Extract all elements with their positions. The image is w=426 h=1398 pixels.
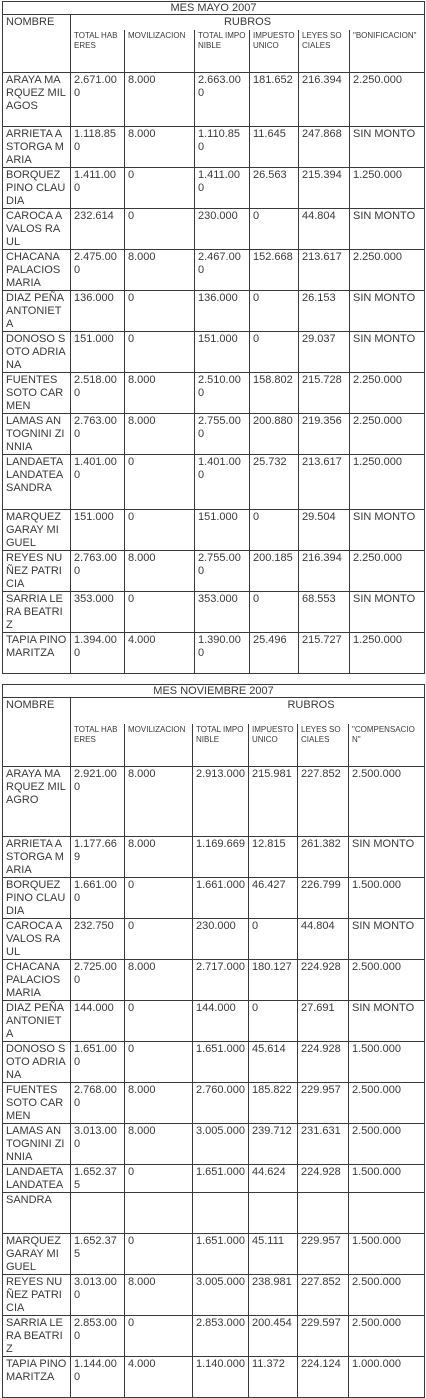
value-cell: 219.356 — [299, 414, 350, 455]
value-cell: 45.111 — [249, 1234, 298, 1275]
value-cell: 2.768.000 — [71, 1083, 125, 1124]
employee-name-cell: DIAZ PEÑA ANTONIETA — [3, 291, 71, 332]
value-cell: 2.755.000 — [195, 551, 250, 592]
value-cell: 2.510.000 — [195, 373, 250, 414]
value-cell: 151.000 — [71, 510, 125, 551]
value-cell — [193, 1193, 249, 1234]
value-cell: 2.475.000 — [71, 250, 125, 291]
value-cell — [125, 1193, 193, 1234]
value-cell: 238.981 — [249, 1275, 298, 1316]
value-cell: SIN MONTO — [350, 332, 425, 373]
value-cell: 44.804 — [299, 209, 350, 250]
value-cell: 4.000 — [125, 1357, 193, 1398]
table-row — [3, 837, 425, 878]
value-cell: 0 — [125, 332, 195, 373]
value-cell: 68.553 — [299, 592, 350, 633]
value-cell: 261.382 — [298, 837, 349, 878]
value-cell: 8.000 — [125, 373, 195, 414]
value-cell: 1.401.000 — [71, 455, 125, 510]
value-cell: 29.037 — [299, 332, 350, 373]
value-cell: 46.427 — [249, 878, 298, 919]
rubros-header: RUBROS — [71, 698, 425, 724]
value-cell — [71, 1193, 125, 1234]
value-cell — [349, 1193, 425, 1234]
table-noviembre-2007 — [2, 684, 425, 1398]
table-row — [3, 455, 425, 510]
table-row — [3, 592, 425, 633]
employee-name-cell: ARRIETA ASTORGA MARIA — [3, 837, 71, 878]
employee-name-cell: MARQUEZ GARAY MIGUEL — [3, 1234, 71, 1275]
value-cell: 215.727 — [299, 633, 350, 674]
value-cell: 1.500.000 — [349, 1165, 425, 1193]
value-cell: 8.000 — [125, 551, 195, 592]
value-cell: 2.760.000 — [193, 1083, 249, 1124]
value-cell: 8.000 — [125, 250, 195, 291]
employee-name-cell: ARRIETA ASTORGA MARIA — [3, 127, 71, 168]
employee-name-cell: LANDAETA LANDATEA SANDRA — [3, 455, 71, 510]
value-cell: 2.500.000 — [349, 1316, 425, 1357]
value-cell: 1.652.375 — [71, 1234, 125, 1275]
value-cell: 0 — [125, 291, 195, 332]
value-cell: 353.000 — [71, 592, 125, 633]
employee-name-cell: DONOSO SOTO ADRIANA — [3, 332, 71, 373]
value-cell: 25.732 — [250, 455, 299, 510]
value-cell: 1.411.000 — [71, 168, 125, 209]
value-cell: 0 — [125, 168, 195, 209]
table-row — [3, 1001, 425, 1042]
employee-name-cell: MARQUEZ GARAY MIGUEL — [3, 510, 71, 551]
value-cell: 2.663.000 — [195, 73, 250, 127]
employee-name-cell: FUENTES SOTO CARMEN — [3, 373, 71, 414]
value-cell: 0 — [249, 1001, 298, 1042]
value-cell: 2.518.000 — [71, 373, 125, 414]
value-cell: 229.957 — [298, 1234, 349, 1275]
employee-name-cell: CAROCA AVALOS RAUL — [3, 209, 71, 250]
value-cell: 25.496 — [250, 633, 299, 674]
value-cell: 3.013.000 — [71, 1275, 125, 1316]
table-body — [3, 2, 425, 674]
value-cell: 26.563 — [250, 168, 299, 209]
value-cell: 0 — [250, 332, 299, 373]
value-cell: 215.981 — [249, 767, 298, 837]
value-cell: 2.853.000 — [71, 1316, 125, 1357]
value-cell: 1.651.000 — [193, 1165, 249, 1193]
value-cell: 11.372 — [249, 1357, 298, 1398]
value-cell: 1.110.850 — [195, 127, 250, 168]
table-row — [3, 510, 425, 551]
value-cell: 3.005.000 — [193, 1275, 249, 1316]
employee-name-cell: TAPIA PINO MARITZA — [3, 1357, 71, 1398]
value-cell: 1.652.375 — [71, 1165, 125, 1193]
value-cell: 200.880 — [250, 414, 299, 455]
value-cell: 8.000 — [125, 1083, 193, 1124]
value-cell: 0 — [125, 209, 195, 250]
value-cell: 181.652 — [250, 73, 299, 127]
employee-name-cell: DONOSO SOTO ADRIANA — [3, 1042, 71, 1083]
nombre-header: NOMBRE — [3, 698, 71, 767]
value-cell: 213.617 — [299, 455, 350, 510]
value-cell: 1.394.000 — [71, 633, 125, 674]
value-cell: 1.144.000 — [71, 1357, 125, 1398]
value-cell: 3.005.000 — [193, 1124, 249, 1165]
value-cell: 29.504 — [299, 510, 350, 551]
value-cell: 1.661.000 — [71, 878, 125, 919]
value-cell: 239.712 — [249, 1124, 298, 1165]
table-row — [3, 127, 425, 168]
employee-name-cell: SANDRA — [3, 1193, 71, 1234]
table-row — [3, 1275, 425, 1316]
value-cell: 200.185 — [250, 551, 299, 592]
value-cell: 152.668 — [250, 250, 299, 291]
value-cell: 1.169.669 — [193, 837, 249, 878]
value-cell: 45.614 — [249, 1042, 298, 1083]
table-row — [3, 1234, 425, 1275]
value-cell: SIN MONTO — [350, 510, 425, 551]
value-cell: SIN MONTO — [349, 1001, 425, 1042]
value-cell: 2.250.000 — [350, 414, 425, 455]
value-cell: 1.118.850 — [71, 127, 125, 168]
value-cell: 226.799 — [298, 878, 349, 919]
employee-name-cell: LANDAETA LANDATEA — [3, 1165, 71, 1193]
value-cell: 2.763.000 — [71, 551, 125, 592]
employee-name-cell: SARRIA LERA BEATRIZ — [3, 1316, 71, 1357]
value-cell: 215.394 — [299, 168, 350, 209]
value-cell: 0 — [250, 510, 299, 551]
value-cell: 2.921.000 — [71, 767, 125, 837]
value-cell: 8.000 — [125, 837, 193, 878]
column-header: LEYES SOCIALES — [299, 30, 350, 73]
value-cell: 8.000 — [125, 73, 195, 127]
value-cell: 180.127 — [249, 960, 298, 1001]
value-cell: 2.755.000 — [195, 414, 250, 455]
value-cell: 2.467.000 — [195, 250, 250, 291]
value-cell: 2.250.000 — [350, 250, 425, 291]
value-cell: SIN MONTO — [349, 837, 425, 878]
table-row — [3, 373, 425, 414]
value-cell: 2.500.000 — [349, 960, 425, 1001]
employee-name-cell: SARRIA LERA BEATRIZ — [3, 592, 71, 633]
value-cell: 26.153 — [299, 291, 350, 332]
value-cell: 2.717.000 — [193, 960, 249, 1001]
value-cell: 1.250.000 — [350, 633, 425, 674]
value-cell: 1.390.000 — [195, 633, 250, 674]
value-cell: SIN MONTO — [350, 209, 425, 250]
table-row — [3, 767, 425, 837]
value-cell: 1.500.000 — [349, 1234, 425, 1275]
column-header: "COMPENSACION" — [349, 724, 425, 767]
table-title: MES MAYO 2007 — [3, 2, 425, 15]
value-cell: 136.000 — [71, 291, 125, 332]
value-cell: 4.000 — [125, 633, 195, 674]
value-cell: 227.852 — [298, 1275, 349, 1316]
table-row — [3, 414, 425, 455]
column-header: TOTAL IMPONIBLE — [193, 724, 249, 767]
value-cell: 11.645 — [250, 127, 299, 168]
value-cell: 2.250.000 — [350, 551, 425, 592]
value-cell: 1.401.000 — [195, 455, 250, 510]
value-cell: 8.000 — [125, 1124, 193, 1165]
value-cell: 215.728 — [299, 373, 350, 414]
value-cell: 224.928 — [298, 1165, 349, 1193]
table-row — [3, 919, 425, 960]
value-cell: 1.651.000 — [193, 1042, 249, 1083]
value-cell: 1.661.000 — [193, 878, 249, 919]
employee-name-cell: REYES NUÑEZ PATRICIA — [3, 1275, 71, 1316]
value-cell: 2.913.000 — [193, 767, 249, 837]
value-cell: 27.691 — [298, 1001, 349, 1042]
value-cell: 230.000 — [193, 919, 249, 960]
value-cell: 224.928 — [298, 1042, 349, 1083]
table-row — [3, 633, 425, 674]
table-mayo-2007 — [2, 1, 425, 674]
value-cell — [298, 1193, 349, 1234]
value-cell: 8.000 — [125, 127, 195, 168]
value-cell: 0 — [250, 209, 299, 250]
value-cell: 2.500.000 — [349, 1124, 425, 1165]
value-cell: 144.000 — [193, 1001, 249, 1042]
value-cell: 224.124 — [298, 1357, 349, 1398]
value-cell: 224.928 — [298, 960, 349, 1001]
value-cell: 0 — [125, 510, 195, 551]
table-row — [3, 168, 425, 209]
employee-name-cell: LAMAS ANTOGNINI ZINNIA — [3, 1124, 71, 1165]
value-cell: 185.822 — [249, 1083, 298, 1124]
value-cell: 2.250.000 — [350, 73, 425, 127]
table-row — [3, 250, 425, 291]
value-cell: 0 — [249, 919, 298, 960]
table-body — [3, 685, 425, 1398]
table-row — [3, 209, 425, 250]
value-cell: 227.852 — [298, 767, 349, 837]
value-cell: 8.000 — [125, 960, 193, 1001]
value-cell: 0 — [125, 1316, 193, 1357]
employee-name-cell: FUENTES SOTO CARMEN — [3, 1083, 71, 1124]
value-cell: 0 — [125, 1234, 193, 1275]
employee-name-cell: LAMAS ANTOGNINI ZINNIA — [3, 414, 71, 455]
table-row — [3, 332, 425, 373]
value-cell: 1.250.000 — [350, 455, 425, 510]
value-cell: 1.250.000 — [350, 168, 425, 209]
value-cell — [249, 1193, 298, 1234]
employee-name-cell: REYES NUÑEZ PATRICIA — [3, 551, 71, 592]
value-cell: SIN MONTO — [350, 127, 425, 168]
value-cell: 353.000 — [195, 592, 250, 633]
value-cell: 1.651.000 — [71, 1042, 125, 1083]
value-cell: 247.868 — [299, 127, 350, 168]
value-cell: 2.725.000 — [71, 960, 125, 1001]
value-cell: 0 — [125, 1001, 193, 1042]
table-row — [3, 960, 425, 1001]
value-cell: 144.000 — [71, 1001, 125, 1042]
table-row — [3, 1357, 425, 1398]
column-header: LEYES SOCIALES — [298, 724, 349, 767]
value-cell: 0 — [125, 919, 193, 960]
value-cell: 151.000 — [195, 510, 250, 551]
value-cell: 1.177.669 — [71, 837, 125, 878]
value-cell: 8.000 — [125, 414, 195, 455]
employee-name-cell: BORQUEZ PINO CLAUDIA — [3, 878, 71, 919]
employee-name-cell: CHACANA PALACIOS MARIA — [3, 960, 71, 1001]
table-row — [3, 1193, 425, 1234]
value-cell: 232.614 — [71, 209, 125, 250]
value-cell: 158.802 — [250, 373, 299, 414]
value-cell: 231.631 — [298, 1124, 349, 1165]
table-row — [3, 1124, 425, 1165]
employee-name-cell: ARAYA MARQUEZ MILAGOS — [3, 73, 71, 127]
value-cell: 216.394 — [299, 73, 350, 127]
value-cell: 1.500.000 — [349, 1042, 425, 1083]
table-row — [3, 1042, 425, 1083]
value-cell: 230.000 — [195, 209, 250, 250]
value-cell: 12.815 — [249, 837, 298, 878]
value-cell: 1.411.000 — [195, 168, 250, 209]
employee-name-cell: DIAZ PEÑA ANTONIETA — [3, 1001, 71, 1042]
table-row — [3, 1083, 425, 1124]
value-cell: 2.500.000 — [349, 767, 425, 837]
value-cell: 1.651.000 — [193, 1234, 249, 1275]
value-cell: 151.000 — [195, 332, 250, 373]
value-cell: 44.804 — [298, 919, 349, 960]
value-cell: 44.624 — [249, 1165, 298, 1193]
value-cell: 213.617 — [299, 250, 350, 291]
employee-name-cell: CHACANA PALACIOS MARIA — [3, 250, 71, 291]
employee-name-cell: BORQUEZ PINO CLAUDIA — [3, 168, 71, 209]
column-header: TOTAL HABERES — [71, 724, 125, 767]
column-header: MOVILIZACION — [125, 724, 193, 767]
value-cell: SIN MONTO — [350, 592, 425, 633]
table-row — [3, 291, 425, 332]
column-header: IMPUESTO UNICO — [249, 724, 298, 767]
column-header: MOVILIZACION — [125, 30, 195, 73]
nombre-header: NOMBRE — [3, 15, 71, 73]
value-cell: 2.500.000 — [349, 1083, 425, 1124]
employee-name-cell: ARAYA MARQUEZ MILAGRO — [3, 767, 71, 837]
value-cell: 0 — [125, 592, 195, 633]
value-cell: 3.013.000 — [71, 1124, 125, 1165]
value-cell: 0 — [250, 291, 299, 332]
value-cell: 2.853.000 — [193, 1316, 249, 1357]
employee-name-cell: CAROCA AVALOS RAUL — [3, 919, 71, 960]
value-cell: 151.000 — [71, 332, 125, 373]
value-cell: 8.000 — [125, 767, 193, 837]
table-row — [3, 878, 425, 919]
value-cell: 232.750 — [71, 919, 125, 960]
value-cell: 0 — [125, 1165, 193, 1193]
rubros-header: RUBROS — [71, 15, 425, 30]
value-cell: 0 — [125, 455, 195, 510]
column-header: TOTAL HABERES — [71, 30, 125, 73]
table-row — [3, 73, 425, 127]
value-cell: 8.000 — [125, 1275, 193, 1316]
value-cell: 1.000.000 — [349, 1357, 425, 1398]
value-cell: 229.957 — [298, 1083, 349, 1124]
value-cell: 229.597 — [298, 1316, 349, 1357]
value-cell: 0 — [125, 878, 193, 919]
column-header: "BONIFICACION" — [350, 30, 425, 73]
value-cell: 1.500.000 — [349, 878, 425, 919]
value-cell: SIN MONTO — [349, 919, 425, 960]
employee-name-cell: TAPIA PINO MARITZA — [3, 633, 71, 674]
table-row — [3, 1316, 425, 1357]
table-row — [3, 1165, 425, 1193]
value-cell: 200.454 — [249, 1316, 298, 1357]
value-cell: 2.500.000 — [349, 1275, 425, 1316]
value-cell: 0 — [125, 1042, 193, 1083]
value-cell: 2.671.000 — [71, 73, 125, 127]
column-header: TOTAL IMPONIBLE — [195, 30, 250, 73]
value-cell: 0 — [250, 592, 299, 633]
value-cell: 216.394 — [299, 551, 350, 592]
table-title: MES NOVIEMBRE 2007 — [3, 685, 425, 698]
value-cell: SIN MONTO — [350, 291, 425, 332]
value-cell: 2.763.000 — [71, 414, 125, 455]
table-row — [3, 551, 425, 592]
value-cell: 2.250.000 — [350, 373, 425, 414]
column-header: IMPUESTO UNICO — [250, 30, 299, 73]
value-cell: 1.140.000 — [193, 1357, 249, 1398]
value-cell: 136.000 — [195, 291, 250, 332]
